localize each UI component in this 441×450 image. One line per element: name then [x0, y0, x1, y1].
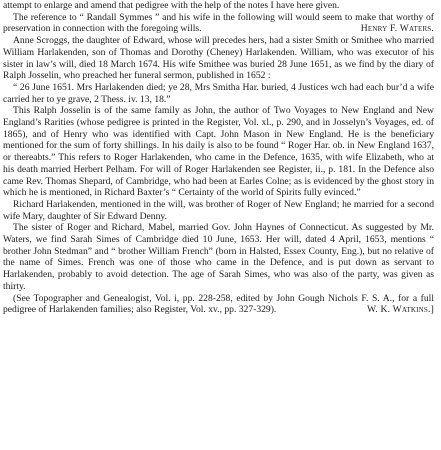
signature-henry-waters: Henry F. Waters. — [360, 23, 434, 35]
paragraph-richard-harlakenden — [3, 199, 434, 222]
paragraph-references — [3, 293, 434, 316]
paragraph-text: The sister of Roger and Richard, Mabel, married Gov. John Haynes of Connecticut. As suggested by Mr. Waters, we find Sarah Simes of Cambridge died 10 June, 1653. Her will, dated 4 April, 1653, mentions “ brother John Stedman” and “ brother William French” (born in Halsted, Essex County, Eng.), but no relative of the name of Simes. French was one of those who came in the Defence, and is put down as servant to Harlakenden, probably to avoid detection. The age of Sarah Simes, who was also of the party, was given as thirty. — [3, 222, 434, 292]
paragraph-mabel-haynes — [3, 222, 434, 292]
paragraph-text: attempt to enlarge and amend that pedigree with the help of the notes I have here given. — [3, 0, 340, 11]
document-page — [3, 0, 434, 450]
paragraph-randall-symmes — [3, 12, 434, 35]
paragraph-text: Richard Harlakenden, mentioned in the will, was brother of Roger of New England; he married for a second wife Mary, daughter of Sir Edward Denny. — [3, 198, 434, 222]
paragraph-anne-scroggs — [3, 35, 434, 82]
diary-quote — [3, 82, 434, 105]
paragraph-intro-continuation — [3, 0, 434, 12]
paragraph-ralph-josselin — [3, 105, 434, 199]
paragraph-text: Anne Scroggs, the daughter of Edward, whose will precedes hers, had a sister Smith or Smithee who married William Harlakenden, son of Thomas and Dorothy (Cheney) Harlakenden. William, who was executor of his sister in law’s will, died 18 March 1674. His wife Smithee was buried 28 June 1651, as we find by the diary of Ralph Josselin, who preached her funeral sermon, published in 1652 : — [3, 35, 434, 82]
paragraph-text: This Ralph Josselin is of the same family as John, the author of Two Voyages to New England and New England’s Rarities (whose pedigree is printed in the Register, Vol. xl., p. 290, and in Josselyn’s Voyages, ed. of 1865), and of Henry who was identified with Capt. John Mason in New England. He is the beneficiary mentioned for the sum of forty shillings. In his daily is also to be found “ Roger Har. ob. in New England 1637, or thereabts.” This refers to Roger Harlakenden, who came in the Defence, 1635, with wife Elizabeth, who at his death married Herbert Pelham. For will of Roger Harlakenden see Register, ii., p. 181. In the Defence also came Rev. Thomas Shepard, of Cambridge, who had been at Earles Colne; as is evidenced by the ghost story in which he is mentioned, in Richard Baxter’s “ Certainty of the world of Spirits fully evinced.” — [3, 105, 434, 199]
paragraph-text: (See Topographer and Genealogist, Vol. i, pp. 228-258, edited by John Gough Nichols F. S. A., for a full pedigree of Harlakenden families; also Register, Vol. xv., pp. 327-329). — [3, 292, 434, 316]
paragraph-text: The reference to “ Randall Symmes ” and his wife in the following will would seem to make that worthy of preservation in connection with the foregoing wills. — [3, 11, 434, 35]
signature-wk-watkins: W. K. Watkins.] — [366, 304, 434, 316]
quote-text: “ 26 June 1651. Mrs Harlakenden died; ye 28, Mrs Smitha Har. buried, 4 Justices wch had each bur’d a wife carried her to ye grave, 2 Thess. iv. 13, 18.” — [3, 81, 434, 105]
